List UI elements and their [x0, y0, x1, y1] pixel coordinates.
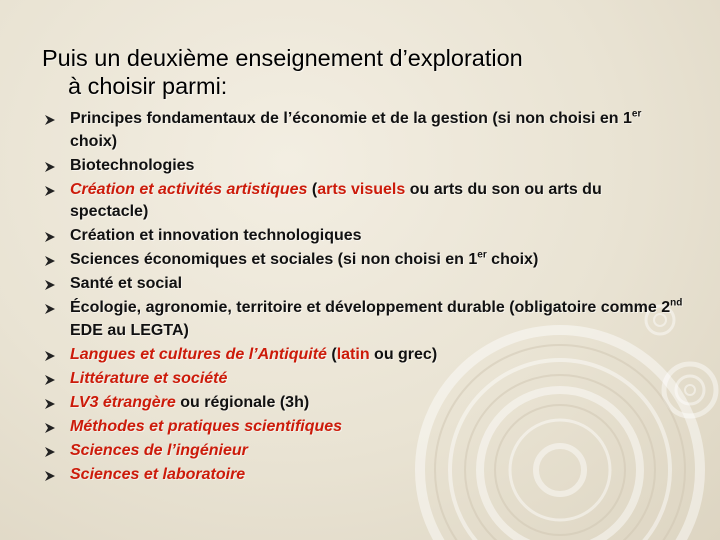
item-text: Santé et social: [70, 275, 183, 292]
item-text-end: ou régionale (3h): [175, 393, 310, 411]
list-item: [44, 368, 684, 391]
list-item: [44, 155, 684, 178]
arrowhead-bullet-icon: [44, 303, 56, 315]
item-superscript: er: [631, 108, 642, 120]
list-item: [44, 273, 684, 296]
item-highlight: Sciences et laboratoire: [70, 465, 246, 483]
item-text-end: ou arts du son ou arts du spectacle): [70, 180, 602, 220]
item-highlight-2: arts visuels: [317, 180, 406, 198]
item-text-end: ou grec): [369, 345, 438, 363]
arrowhead-bullet-icon: [44, 231, 56, 243]
arrowhead-bullet-icon: [44, 350, 56, 362]
list-item: [44, 179, 684, 224]
item-highlight: Création et activités artistiques: [70, 180, 308, 198]
item-highlight: Langues et cultures de l’Antiquité: [70, 345, 327, 363]
item-text: (: [326, 345, 337, 363]
item-highlight-2: latin: [336, 345, 370, 363]
item-text-end: choix): [70, 132, 118, 150]
item-text: Sciences économiques et sociales (si non choisi en 1: [70, 251, 478, 268]
list-item: [44, 464, 684, 487]
item-text-end: choix): [486, 251, 539, 268]
arrowhead-bullet-icon: [44, 185, 56, 197]
item-highlight: Littérature et société: [70, 369, 228, 387]
options-list: [44, 108, 684, 488]
item-highlight: Méthodes et pratiques scientifiques: [70, 417, 343, 435]
arrowhead-bullet-icon: [44, 470, 56, 482]
item-superscript: nd: [670, 297, 683, 309]
list-item: [44, 249, 684, 272]
arrowhead-bullet-icon: [44, 398, 56, 410]
item-text: (: [307, 180, 318, 198]
title-line-1: Puis un deuxième enseignement d’exploration: [42, 45, 523, 71]
list-item: [44, 344, 684, 367]
arrowhead-bullet-icon: [44, 114, 56, 126]
list-item: [44, 416, 684, 439]
title-line-2: à choisir parmi:: [68, 73, 228, 99]
list-item: [44, 108, 684, 153]
item-highlight: LV3 étrangère: [70, 393, 176, 411]
page-title: [42, 44, 702, 100]
list-item: [44, 297, 684, 342]
item-superscript: er: [477, 249, 487, 261]
arrowhead-bullet-icon: [44, 255, 56, 267]
arrowhead-bullet-icon: [44, 374, 56, 386]
item-text: Biotechnologies: [70, 156, 195, 174]
item-text: Principes fondamentaux de l’économie et de la gestion (si non choisi en 1: [70, 110, 632, 127]
arrowhead-bullet-icon: [44, 161, 56, 173]
item-text: Création et innovation technologiques: [70, 227, 362, 244]
list-item: [44, 225, 684, 248]
item-text-end: EDE au LEGTA): [70, 321, 189, 339]
arrowhead-bullet-icon: [44, 279, 56, 291]
arrowhead-bullet-icon: [44, 446, 56, 458]
list-item: [44, 440, 684, 463]
item-highlight: Sciences de l’ingénieur: [70, 441, 248, 459]
item-text: Écologie, agronomie, territoire et développement durable (obligatoire comme 2: [70, 299, 671, 316]
list-item: [44, 392, 684, 415]
arrowhead-bullet-icon: [44, 422, 56, 434]
